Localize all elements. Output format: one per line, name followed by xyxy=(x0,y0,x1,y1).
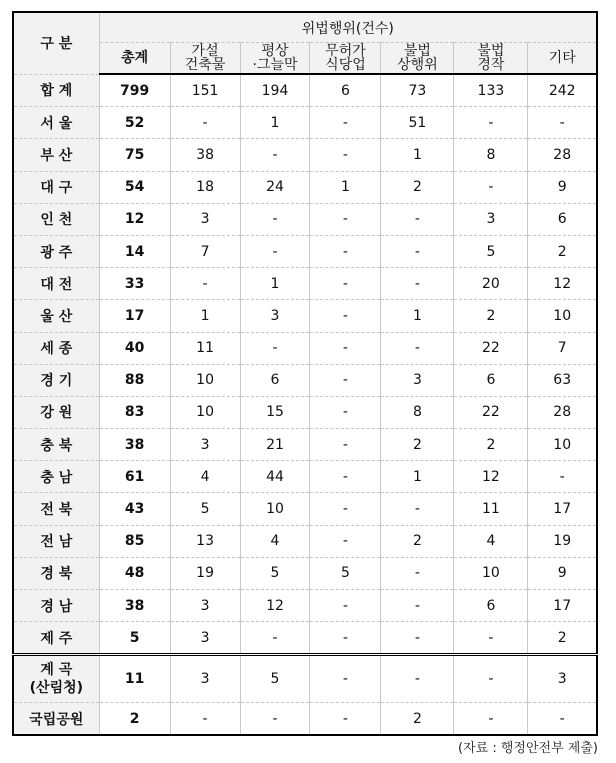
value-cell: 4 xyxy=(454,525,528,557)
table-row xyxy=(13,364,597,396)
value-cell: 28 xyxy=(528,396,597,428)
value-cell: - xyxy=(310,493,381,525)
value-cell: 11 xyxy=(454,493,528,525)
value-cell: 194 xyxy=(240,74,310,107)
value-cell: - xyxy=(310,703,381,736)
value-cell: 1 xyxy=(381,300,454,332)
value-cell: 3 xyxy=(170,655,240,703)
region-cell: 전 남 xyxy=(13,525,99,557)
region-cell: 경 기 xyxy=(13,364,99,396)
table-row xyxy=(13,300,597,332)
value-cell: - xyxy=(240,235,310,267)
table-row xyxy=(13,396,597,428)
table-row xyxy=(13,525,597,557)
value-cell: 2 xyxy=(528,235,597,267)
table-row xyxy=(13,557,597,589)
value-cell: 10 xyxy=(240,493,310,525)
value-cell: 10 xyxy=(170,364,240,396)
value-cell: 5 xyxy=(240,655,310,703)
value-cell: 12 xyxy=(454,461,528,493)
value-cell: - xyxy=(310,429,381,461)
value-cell: - xyxy=(381,622,454,655)
value-cell: 5 xyxy=(454,235,528,267)
value-cell: - xyxy=(454,171,528,203)
value-cell: - xyxy=(381,493,454,525)
value-cell: 5 xyxy=(240,557,310,589)
value-cell: 12 xyxy=(528,268,597,300)
value-cell: 3 xyxy=(170,622,240,655)
region-cell: 인 천 xyxy=(13,203,99,235)
value-cell: 12 xyxy=(240,590,310,622)
column-header: 가설 건축물 xyxy=(170,43,240,75)
value-cell: 2 xyxy=(381,525,454,557)
value-cell: - xyxy=(310,235,381,267)
value-cell: - xyxy=(381,557,454,589)
value-cell: - xyxy=(170,107,240,139)
region-cell: 충 북 xyxy=(13,429,99,461)
total-cell: 38 xyxy=(99,590,170,622)
table-row xyxy=(13,74,597,107)
value-cell: 9 xyxy=(528,171,597,203)
total-cell: 33 xyxy=(99,268,170,300)
region-cell: 경 남 xyxy=(13,590,99,622)
region-cell: 계 곡 (산림청) xyxy=(13,655,99,703)
region-cell: 서 울 xyxy=(13,107,99,139)
value-cell: 17 xyxy=(528,590,597,622)
value-cell: - xyxy=(381,268,454,300)
value-cell: 3 xyxy=(454,203,528,235)
value-cell: 13 xyxy=(170,525,240,557)
value-cell: 7 xyxy=(528,332,597,364)
value-cell: 1 xyxy=(310,171,381,203)
value-cell: 1 xyxy=(170,300,240,332)
table-row xyxy=(13,235,597,267)
value-cell: 8 xyxy=(381,396,454,428)
total-cell: 14 xyxy=(99,235,170,267)
table-body xyxy=(13,74,597,735)
value-cell: - xyxy=(310,622,381,655)
total-cell: 54 xyxy=(99,171,170,203)
value-cell: - xyxy=(381,203,454,235)
category-header: 구 분 xyxy=(13,12,99,74)
value-cell: 17 xyxy=(528,493,597,525)
value-cell: 38 xyxy=(170,139,240,171)
value-cell: - xyxy=(528,703,597,736)
value-cell: 2 xyxy=(381,429,454,461)
value-cell: - xyxy=(310,396,381,428)
value-cell: - xyxy=(310,364,381,396)
region-cell: 부 산 xyxy=(13,139,99,171)
value-cell: 8 xyxy=(454,139,528,171)
region-cell: 대 전 xyxy=(13,268,99,300)
value-cell: - xyxy=(310,332,381,364)
column-header: 불법 경작 xyxy=(454,43,528,75)
value-cell: 6 xyxy=(310,74,381,107)
value-cell: - xyxy=(240,622,310,655)
group-header: 위법행위(건수) xyxy=(99,12,597,43)
value-cell: 151 xyxy=(170,74,240,107)
value-cell: - xyxy=(310,139,381,171)
region-cell: 대 구 xyxy=(13,171,99,203)
table-row xyxy=(13,171,597,203)
value-cell: 22 xyxy=(454,396,528,428)
value-cell: - xyxy=(454,655,528,703)
value-cell: 2 xyxy=(454,429,528,461)
value-cell: 6 xyxy=(454,590,528,622)
region-cell: 울 산 xyxy=(13,300,99,332)
value-cell: 242 xyxy=(528,74,597,107)
value-cell: - xyxy=(310,300,381,332)
value-cell: 44 xyxy=(240,461,310,493)
value-cell: - xyxy=(310,268,381,300)
value-cell: 4 xyxy=(170,461,240,493)
value-cell: 3 xyxy=(170,590,240,622)
value-cell: - xyxy=(454,107,528,139)
value-cell: 19 xyxy=(170,557,240,589)
value-cell: 1 xyxy=(240,268,310,300)
value-cell: - xyxy=(310,525,381,557)
value-cell: - xyxy=(310,203,381,235)
value-cell: 4 xyxy=(240,525,310,557)
value-cell: - xyxy=(381,655,454,703)
value-cell: - xyxy=(454,703,528,736)
total-cell: 12 xyxy=(99,203,170,235)
value-cell: 63 xyxy=(528,364,597,396)
value-cell: 3 xyxy=(528,655,597,703)
value-cell: 21 xyxy=(240,429,310,461)
value-cell: 2 xyxy=(454,300,528,332)
region-cell: 제 주 xyxy=(13,622,99,655)
table-row xyxy=(13,703,597,736)
total-cell: 83 xyxy=(99,396,170,428)
value-cell: - xyxy=(528,461,597,493)
value-cell: 2 xyxy=(381,171,454,203)
region-cell: 세 종 xyxy=(13,332,99,364)
table-row xyxy=(13,203,597,235)
table-row xyxy=(13,493,597,525)
value-cell: 3 xyxy=(170,203,240,235)
region-cell: 국립공원 xyxy=(13,703,99,736)
value-cell: - xyxy=(381,235,454,267)
total-cell: 17 xyxy=(99,300,170,332)
total-cell: 48 xyxy=(99,557,170,589)
value-cell: - xyxy=(310,655,381,703)
column-header: 무허가 식당업 xyxy=(310,43,381,75)
total-cell: 2 xyxy=(99,703,170,736)
column-header: 불법 상행위 xyxy=(381,43,454,75)
value-cell: 18 xyxy=(170,171,240,203)
value-cell: - xyxy=(310,107,381,139)
value-cell: - xyxy=(381,332,454,364)
value-cell: 9 xyxy=(528,557,597,589)
header-row-columns xyxy=(13,43,597,75)
table-row xyxy=(13,429,597,461)
value-cell: 15 xyxy=(240,396,310,428)
table-row xyxy=(13,268,597,300)
value-cell: 1 xyxy=(381,139,454,171)
value-cell: 6 xyxy=(528,203,597,235)
value-cell: 1 xyxy=(240,107,310,139)
value-cell: - xyxy=(310,590,381,622)
total-cell: 11 xyxy=(99,655,170,703)
column-header: 평상 ·그늘막 xyxy=(240,43,310,75)
table-row xyxy=(13,139,597,171)
region-cell: 충 남 xyxy=(13,461,99,493)
value-cell: 20 xyxy=(454,268,528,300)
region-cell: 전 북 xyxy=(13,493,99,525)
total-cell: 43 xyxy=(99,493,170,525)
total-cell: 88 xyxy=(99,364,170,396)
value-cell: - xyxy=(528,107,597,139)
value-cell: 3 xyxy=(170,429,240,461)
table-row xyxy=(13,107,597,139)
region-cell: 합 계 xyxy=(13,74,99,107)
value-cell: - xyxy=(310,461,381,493)
value-cell: 51 xyxy=(381,107,454,139)
value-cell: 3 xyxy=(381,364,454,396)
region-cell: 강 원 xyxy=(13,396,99,428)
total-cell: 799 xyxy=(99,74,170,107)
value-cell: 10 xyxy=(170,396,240,428)
value-cell: 73 xyxy=(381,74,454,107)
total-cell: 75 xyxy=(99,139,170,171)
table-row xyxy=(13,622,597,655)
value-cell: - xyxy=(240,203,310,235)
value-cell: - xyxy=(240,139,310,171)
value-cell: 19 xyxy=(528,525,597,557)
table-row xyxy=(13,461,597,493)
value-cell: - xyxy=(454,622,528,655)
value-cell: 6 xyxy=(454,364,528,396)
value-cell: 3 xyxy=(240,300,310,332)
value-cell: 2 xyxy=(381,703,454,736)
source-note: (자료 : 행정안전부 제출) xyxy=(458,741,598,756)
value-cell: 10 xyxy=(528,429,597,461)
value-cell: 22 xyxy=(454,332,528,364)
column-header: 기타 xyxy=(528,43,597,75)
total-cell: 5 xyxy=(99,622,170,655)
region-cell: 광 주 xyxy=(13,235,99,267)
value-cell: 7 xyxy=(170,235,240,267)
value-cell: 10 xyxy=(528,300,597,332)
value-cell: 28 xyxy=(528,139,597,171)
value-cell: 133 xyxy=(454,74,528,107)
region-cell: 경 북 xyxy=(13,557,99,589)
value-cell: - xyxy=(381,590,454,622)
value-cell: 1 xyxy=(381,461,454,493)
total-cell: 85 xyxy=(99,525,170,557)
violations-table xyxy=(12,11,598,736)
violations-table-container xyxy=(12,11,598,736)
column-header: 총계 xyxy=(99,43,170,75)
value-cell: 5 xyxy=(310,557,381,589)
total-cell: 38 xyxy=(99,429,170,461)
value-cell: 24 xyxy=(240,171,310,203)
total-cell: 40 xyxy=(99,332,170,364)
value-cell: - xyxy=(240,332,310,364)
value-cell: - xyxy=(240,703,310,736)
total-cell: 52 xyxy=(99,107,170,139)
total-cell: 61 xyxy=(99,461,170,493)
value-cell: 11 xyxy=(170,332,240,364)
value-cell: 2 xyxy=(528,622,597,655)
value-cell: 5 xyxy=(170,493,240,525)
table-row xyxy=(13,655,597,703)
header-row-top xyxy=(13,12,597,43)
value-cell: 10 xyxy=(454,557,528,589)
value-cell: - xyxy=(170,268,240,300)
table-row xyxy=(13,332,597,364)
value-cell: - xyxy=(170,703,240,736)
value-cell: 6 xyxy=(240,364,310,396)
table-row xyxy=(13,590,597,622)
